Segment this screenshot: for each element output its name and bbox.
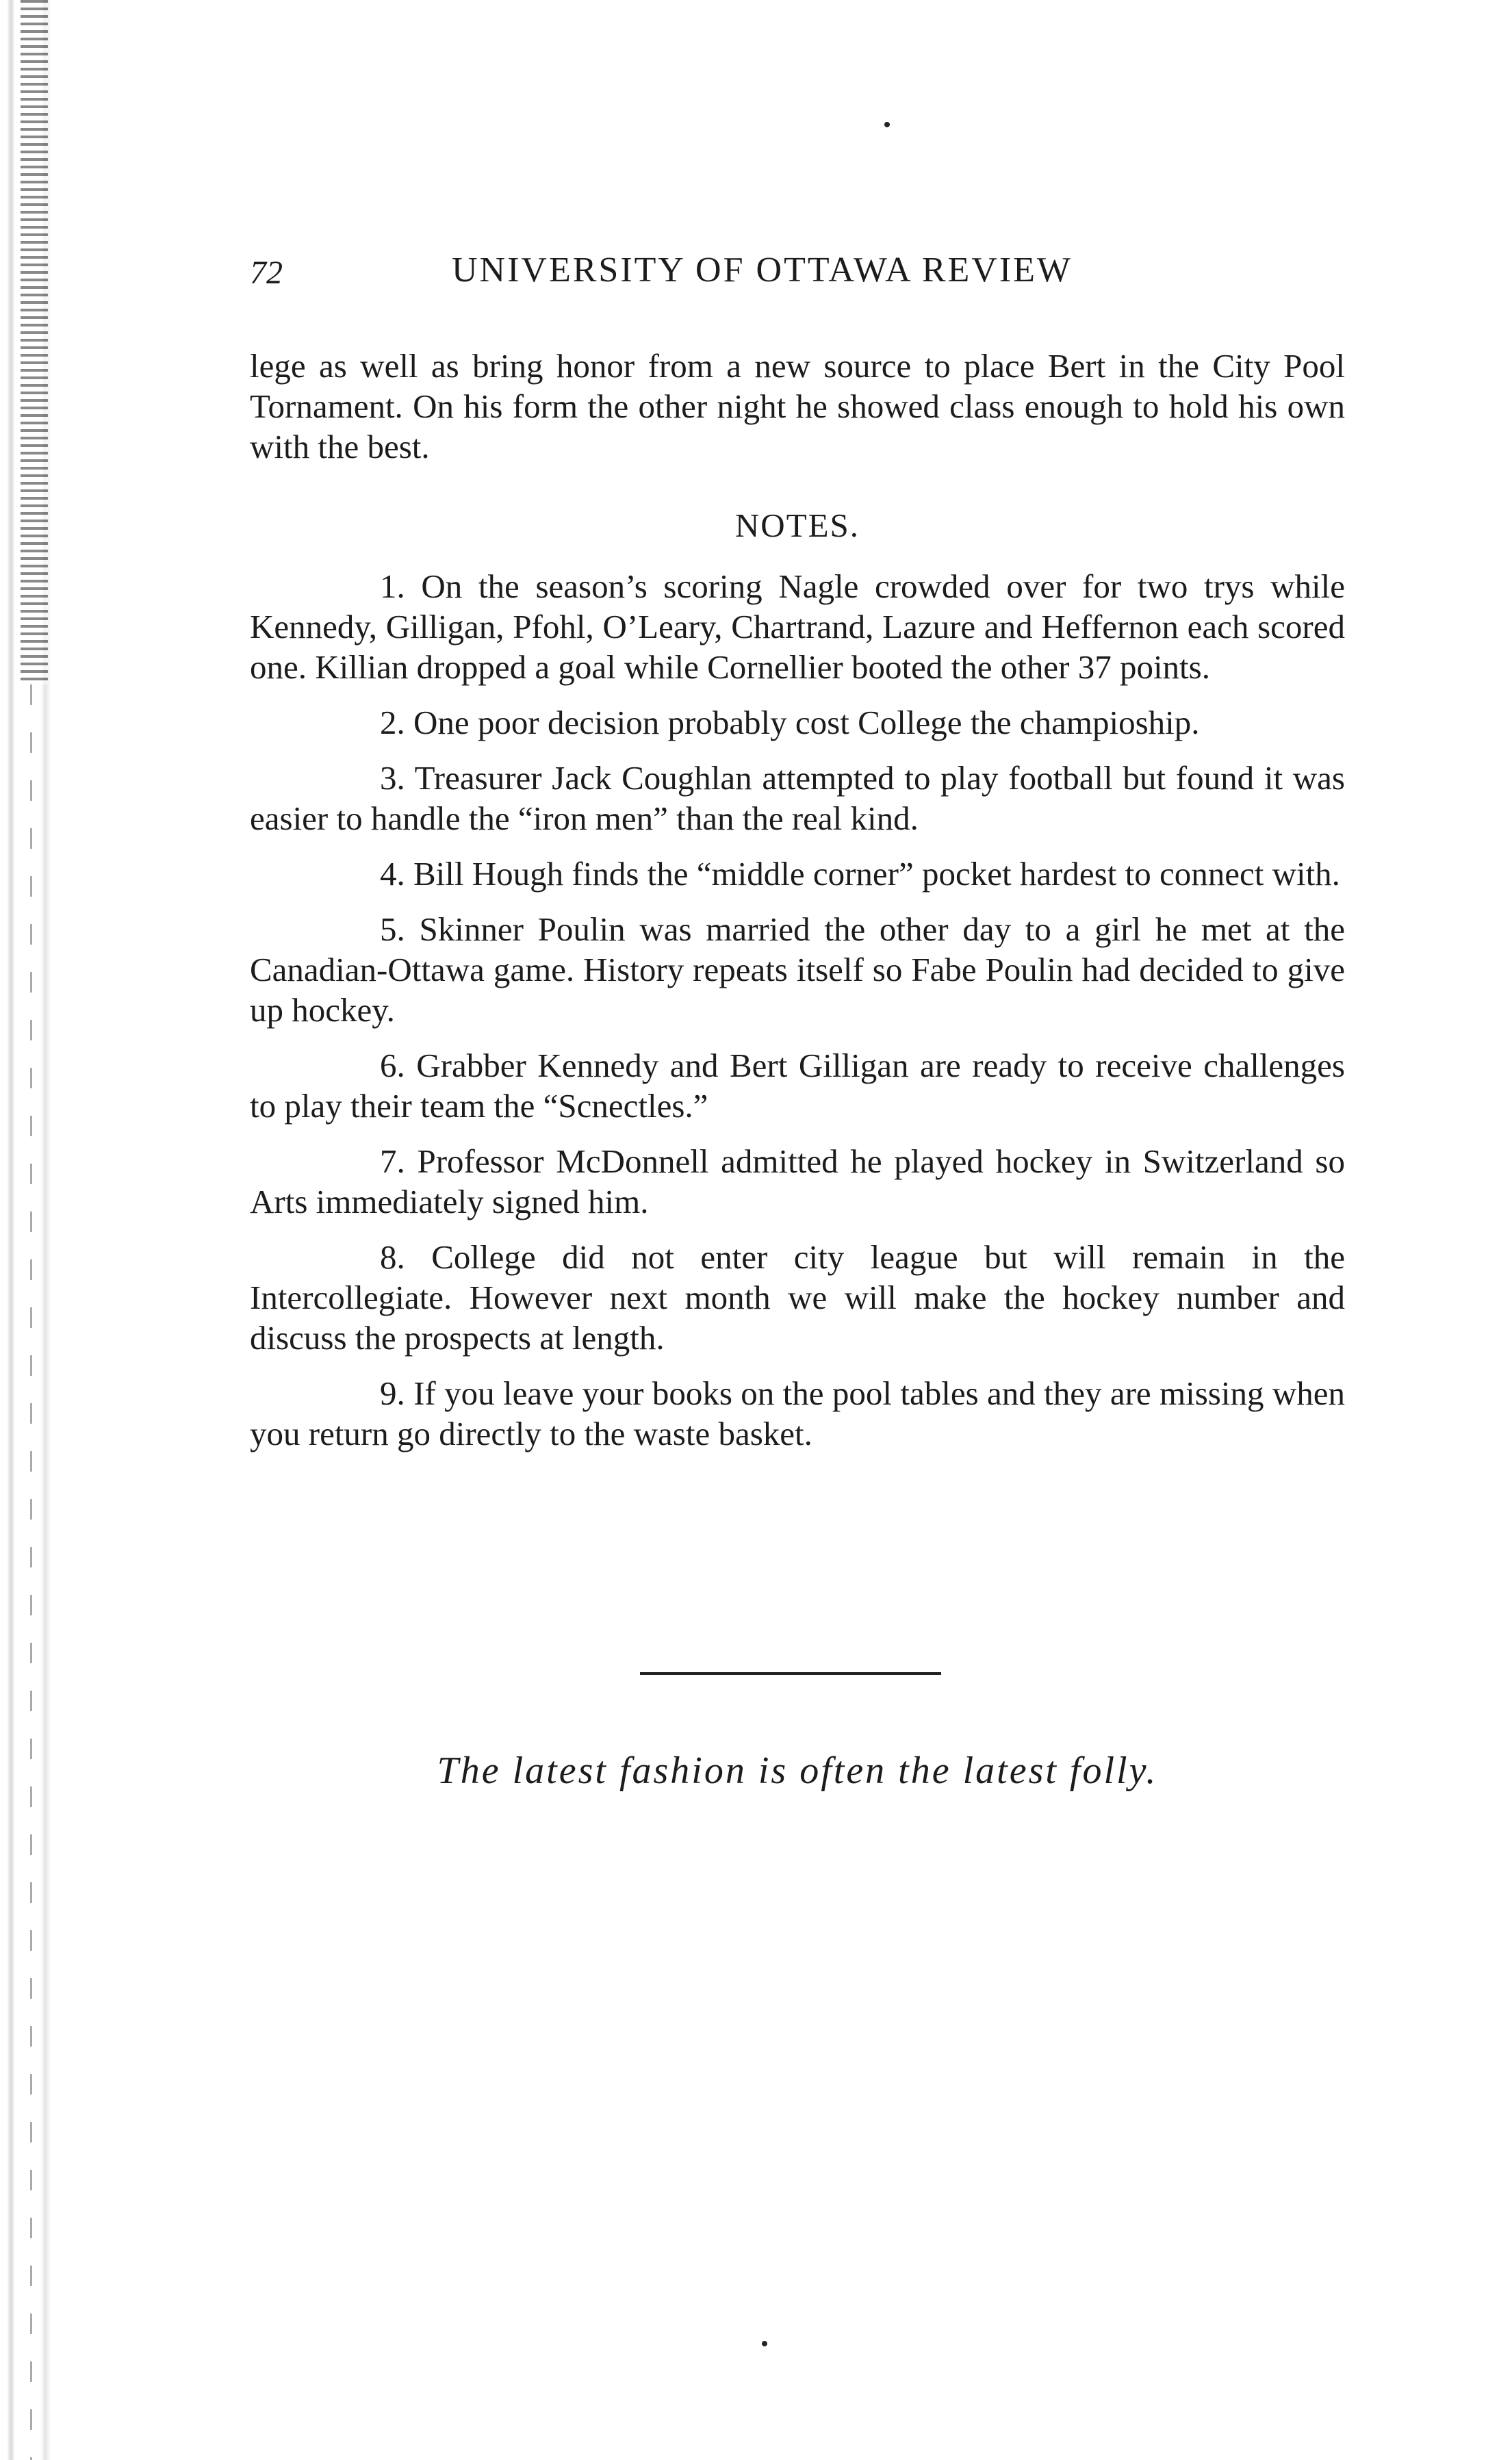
closing-motto: The latest fashion is often the latest folly. [437, 1750, 1158, 1792]
note-item: 9. If you leave your books on the pool tables and they are missing when you return go directly to the waste basket. [250, 1374, 1345, 1452]
note-item: 3. Treasurer Jack Coughlan attempted to play football but found it was easier to handle the “iron men” than the real kind. [250, 759, 1345, 837]
note-item: 5. Skinner Poulin was married the other day to a girl he met at the Canadian-Ottawa game. History repeats itself so Fabe Poulin had decided to give up hockey. [250, 910, 1345, 1029]
note-item: 6. Grabber Kennedy and Bert Gilligan are ready to receive challenges to play their team the “Scnectles.” [250, 1047, 1345, 1125]
section-divider [640, 1672, 941, 1675]
page-number: 72 [250, 255, 283, 291]
note-item: 1. On the season’s scoring Nagle crowded over for two trys while Kennedy, Gilligan, Pfohl, O’Leary, Chartrand, Lazure and Heffernon each scored one. Killian dropped a goal while Cornellier booted the other 37 points. [250, 567, 1345, 686]
intro-paragraph: lege as well as bring honor from a new source to place Bert in the City Pool Tornament. On his form the other night he showed class enough to hold his own with the best. [250, 347, 1345, 465]
binding-line [30, 684, 32, 2460]
note-item: 2. One poor decision probably cost College the champioship. [380, 704, 1200, 741]
binding-marks [21, 0, 48, 684]
note-item: 4. Bill Hough finds the “middle corner” pocket hardest to connect with. [380, 855, 1340, 893]
ink-speck [762, 2341, 767, 2346]
running-head: UNIVERSITY OF OTTAWA REVIEW [452, 251, 1073, 290]
notes-heading: NOTES. [734, 507, 860, 544]
note-item: 8. College did not enter city league but will remain in the Intercollegiate. However next month we will make the hockey number and discuss the prospects at length. [250, 1238, 1345, 1357]
note-item: 7. Professor McDonnell admitted he played hockey in Switzerland so Arts immediately signed him. [250, 1142, 1345, 1220]
page-header [250, 250, 1345, 298]
page-body [250, 346, 1345, 1469]
ink-speck [884, 122, 890, 127]
